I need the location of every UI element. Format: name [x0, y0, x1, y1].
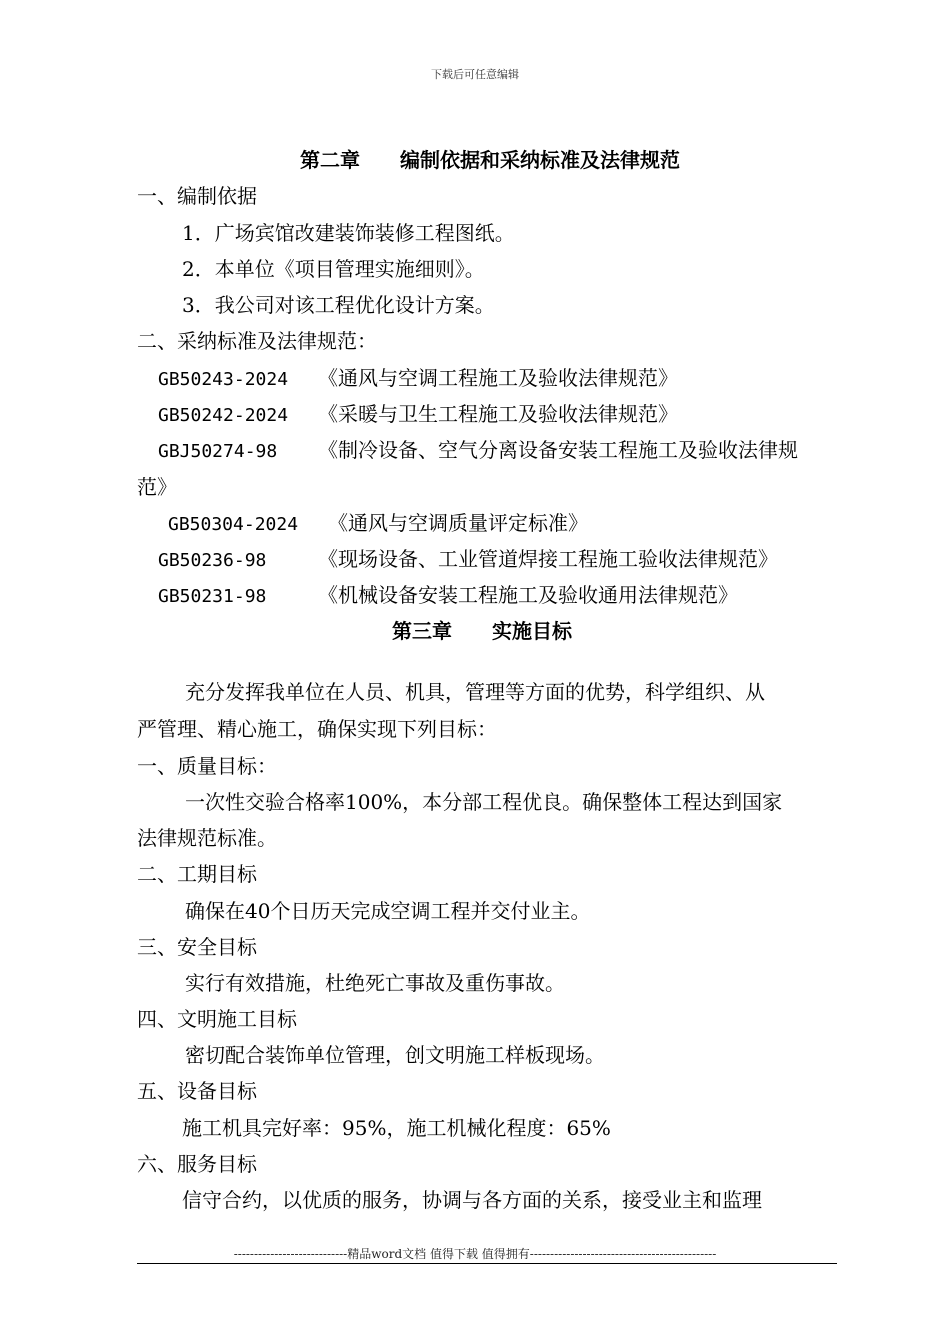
chapter2-title: 第二章 编制依据和采纳标准及法律规范: [300, 148, 680, 172]
page-header: 下载后可任意编辑: [431, 68, 519, 81]
standard-row: [158, 365, 678, 393]
standard-name: 《机械设备安装工程施工及验收通用法律规范》: [318, 583, 738, 607]
civilized-heading: 四、文明施工目标: [137, 1007, 297, 1031]
quality-heading: 一、质量目标：: [137, 754, 277, 778]
standard-code: GB50231-98: [158, 586, 267, 607]
standard-code: GBJ50274-98: [158, 441, 278, 462]
standard-code: GB50243-2024: [158, 369, 289, 390]
standard-code: GB50304-2024: [168, 514, 299, 535]
intro-line-1: 充分发挥我单位在人员、机具，管理等方面的优势，科学组织、从: [185, 680, 765, 704]
intro-line-2: 严管理、精心施工，确保实现下列目标：: [137, 717, 497, 741]
standard-row: [158, 437, 798, 465]
safety-heading: 三、安全目标: [137, 935, 257, 959]
standard-code: GB50236-98: [158, 550, 267, 571]
equipment-line: 施工机具完好率：95%，施工机械化程度：65%: [182, 1116, 611, 1140]
basis-item-3: 3．我公司对该工程优化设计方案。: [182, 293, 495, 317]
basis-item-1: 1．广场宾馆改建装饰装修工程图纸。: [182, 221, 515, 245]
section-basis-heading: 一、编制依据: [137, 184, 257, 208]
quality-line-2: 法律规范标准。: [137, 826, 277, 850]
page-footer: ----------------------------精品word文档 值得下载 值得拥有----------------------------------------------: [233, 1247, 717, 1261]
standard-name: 《制冷设备、空气分离设备安装工程施工及验收法律规: [318, 438, 798, 462]
service-line: 信守合约，以优质的服务，协调与各方面的关系，接受业主和监理: [182, 1188, 762, 1212]
schedule-line: 确保在40个日历天完成空调工程并交付业主。: [185, 899, 591, 923]
standard-name: 《现场设备、工业管道焊接工程施工验收法律规范》: [318, 547, 778, 571]
schedule-heading: 二、工期目标: [137, 862, 257, 886]
standard-row: [158, 546, 778, 574]
standard-name: 《通风与空调质量评定标准》: [328, 511, 588, 535]
basis-item-2: 2．本单位《项目管理实施细则》。: [182, 257, 485, 281]
equipment-heading: 五、设备目标: [137, 1079, 257, 1103]
standard-row-continuation: 范》: [137, 475, 177, 499]
quality-line-1: 一次性交验合格率100%，本分部工程优良。确保整体工程达到国家: [185, 790, 783, 814]
section-standards-heading: 二、采纳标准及法律规范：: [137, 329, 377, 353]
standard-name: 《通风与空调工程施工及验收法律规范》: [318, 366, 678, 390]
safety-line: 实行有效措施，杜绝死亡事故及重伤事故。: [185, 971, 565, 995]
standard-row: [168, 510, 588, 538]
standard-row: [158, 401, 678, 429]
footer-rule: [137, 1263, 837, 1264]
chapter3-title: 第三章 实施目标: [392, 619, 572, 643]
service-heading: 六、服务目标: [137, 1152, 257, 1176]
standard-code: GB50242-2024: [158, 405, 289, 426]
civilized-line: 密切配合装饰单位管理，创文明施工样板现场。: [185, 1043, 605, 1067]
standard-name: 《采暖与卫生工程施工及验收法律规范》: [318, 402, 678, 426]
standard-row: [158, 582, 738, 610]
